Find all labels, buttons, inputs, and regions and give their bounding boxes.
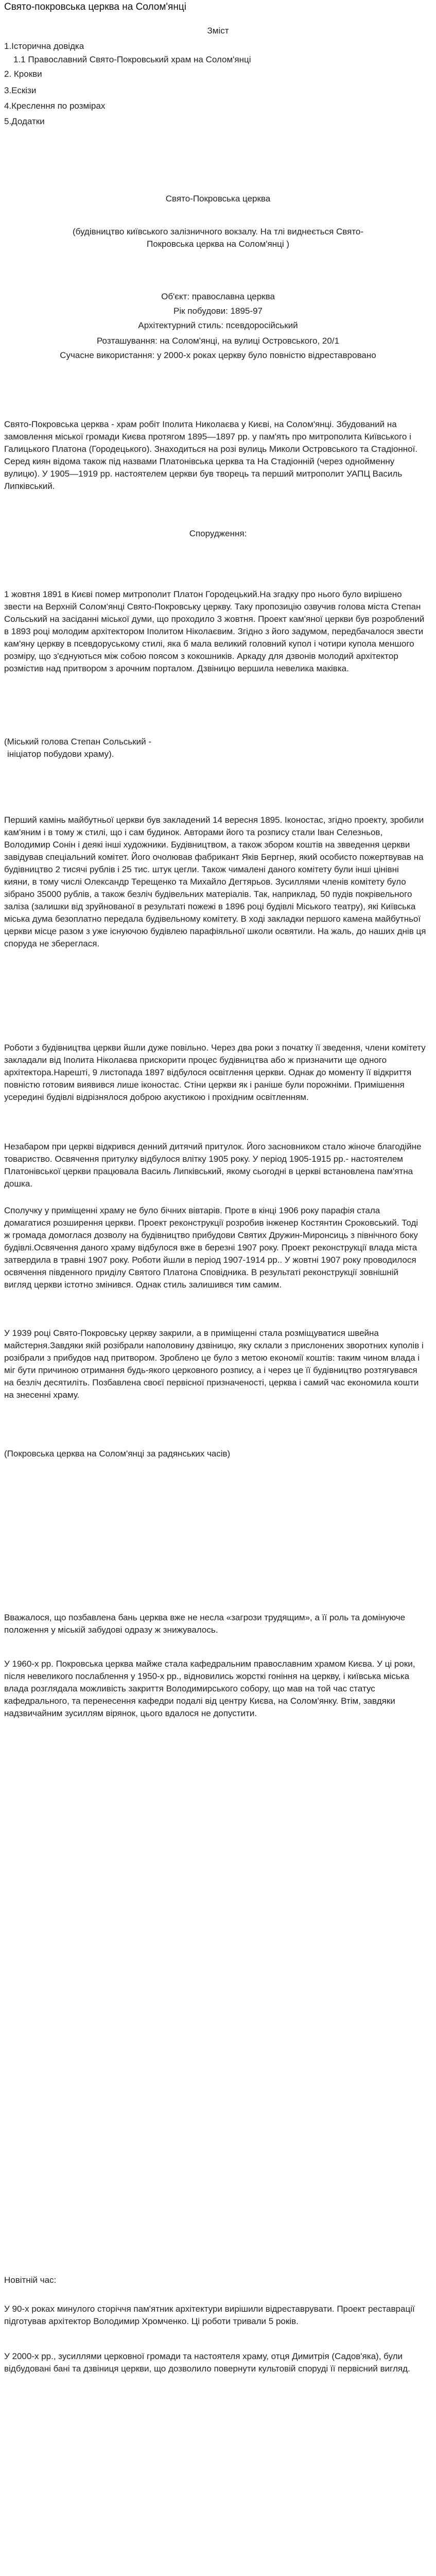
paragraph: Роботи з будівництва церкви йшли дуже повільно. Через два роки з початку її зведення, члени комітету закладали від Іполита Ніколаєва прискорити процес будівництва або ж призначити ще одного архітектора.Нарешті, 9 листопада 1897 відбулося освітлення церкви. Однак до моменту її відкриття повністю готовим виявився лише іконостас. Стіни церкви як і раніше були порожніми. Примішення усередині будівлі відрізнялося доброю акустикою і прохідним освітленням. — [4, 1043, 426, 1102]
location: Розташування: на Солом'янці, на вулиці Островського, 20/1 — [96, 336, 340, 346]
toc-item-5[interactable]: 5.Додатки — [4, 116, 45, 126]
paragraph: Перший камінь майбутньої церкви був закладений 14 вересня 1895. Іконостас, згідно проекту, зробили кам'яним і в тому ж стилі, що і сам будинок. Авторами його та розпису стали Іван Селезньов, Володимир Сонін і деякі інші художники. Будівництвом, а також збором коштів на звведення церкви завідував спеціальний комітет. Його очолював фабрикант Яків Бергнер, який особисто пожертвував на будівництво 2 тисячі рублів і 25 тис. штук цегли. Також чималені даного комітету були інші цінівні кияни, в тому числі Олександр Терещенко та Михайло Дегтярьов. Зусиллями членів комітету було зібрано 35000 рублів, а також безліч будівельних матеріалів. Так, наприклад, 50 пудів покрівельного заліза (залишки від зруйнованої в результаті пожежі в 1896 році будівлі Міського театру), які Київська міська дума безоплатно передала будівельному комітету. В ході закладки першого камена майбутньої церкви місце разом з уже існуючою будівлею парафіяльної школи освятили. На жаль, до наших днів ця споруда не збереглася. — [4, 815, 426, 948]
modern-heading: Новітній час: — [4, 2275, 57, 2285]
mayor-caption-1: (Міський голова Степан Сольський - — [4, 737, 152, 747]
document-title: Свято-покровська церква на Солом'янці — [4, 2, 186, 12]
intro-paragraph: Свято-Покровська церква - храм робіт Іполита Николаєва у Києві, на Солом'янці. Збудований на замовлення міської громади Києва протягом 1895—1897 рр. у пам'ять про митрополита Київського і Галицького Платона (Городецького). Знаходиться на розі вулиць Миколи Островського та Стадіонної. Серед киян відома також під назвами Платонівська церква та На Стадіонній (через однойменну вулицю). У 1905—1919 рр. настоятелем церкви був творець та перший митрополит УАПЦ Василь Липківський. — [4, 419, 418, 491]
paragraph: У 1960-х рр. Покровська церква майже стала кафедральним православним храмом Києва. У ці роки, після невеликого послаблення у 1950-х рр., відновились жорсткі гоніння на церкву, і київська міська влада розглядала можливість закриття Володимирського собору, що мав на той час статус кафедрального, та перенесення кафедри подалі від центру Києва, на Солом'янку. Втім, завдяки надзвичайним зусиллям вірянок, цього вдалося не допустити. — [4, 1659, 415, 1718]
paragraph: Незабаром при церкві відкрився денний дитячий притулок. Його засновником стало жіноче благодійне товариство. Освячення притулку відбулося влітку 1905 року. У період 1905-1915 рр.- настоятелем Платонівської церкви працювала Василь Липківський, якому сьогодні в церкві встановлена пам'ятна дошка. — [4, 1142, 422, 1189]
paragraph: Сполучку у приміщенні храму не було бічних вівтарів. Проте в кінці 1906 року парафія стала домагатися розширення церкви. Проект реконструкції розробив інженер Костянтин Сроковський. Тоді ж громада домоглася дозволу на будівництво прибудови Святих Дружин-Миронсиць з північного боку будівлі.Освячення даного храму відбулося вже в березні 1907 року. Проект реконструкції влада міста затвердила в травні 1907 року. Роботи йшли в період 1907-1914 рр.. У жовтні 1907 року проводилося освячення південного приділу Святого Платона Сповідника. В результаті реконструкції зовнішній вигляд церкви істотно змінився. Однак стиль залишився тим самим. — [4, 1206, 418, 1290]
current-usage: Сучасне використання: у 2000-х роках церкву було повністю відреставровано — [60, 350, 376, 360]
arch-style: Архітектурний стиль: псевдоросійський — [138, 320, 298, 330]
paragraph: У 90-х роках минулого сторіччя пам'ятник архітектури вирішили відреставрувати. Проект реставрації підготував архітектор Володимир Хромченко. Ці роботи тривали 5 років. — [4, 2304, 415, 2326]
caption-line-1: (будівництво київського залізничного вокзалу. На тлі виднеється Свято- — [72, 227, 364, 236]
toc-item-2[interactable]: 2. Крокви — [4, 69, 42, 79]
build-years: Рік побудови: 1895-97 — [173, 306, 263, 316]
toc-item-3[interactable]: 3.Ескізи — [4, 86, 37, 95]
paragraph: 1 жовтня 1891 в Києві помер митрополит Платон Городецький.На згадку про нього було вирішено звести на Верхній Солом'янці Свято-Покровську церкву. Таку пропозицію озвучив голова міста Степан Сольський на засіданні міської думи, що проходило 3 жовтня. Проект кам'яної церкви був розроблений в 1893 році молодим архітектором Іполитом Ніколаєвим. Згідно з його задумом, передбачалося звести кам'яну церкву в псевдоруському стилі, яка б мала великий головний купол і чотири купола меншого розміру, що з'єднуються між собою поясом з кокошників. Аркаду для дзвонів молодий архітектор розмістив над притвором з арочним порталом. Дзвіницю вершила невелика маківка. — [4, 589, 425, 673]
toc-heading: Зміст — [207, 26, 229, 36]
soviet-heading: (Покровська церква на Солом'янці за радянських часів) — [4, 1449, 231, 1459]
church-heading: Свято-Покровська церква — [165, 194, 271, 204]
toc-item-1-1[interactable]: 1.1 Православний Свято-Покровський храм на Солом'янці — [13, 55, 251, 64]
caption-line-2: Покровська церква на Солом'янці ) — [146, 239, 290, 249]
mayor-caption-2: ініціатор побудови храму). — [7, 749, 114, 759]
toc-item-4[interactable]: 4.Креслення по розмірах — [4, 101, 106, 111]
constructions-heading: Спорудження: — [189, 529, 247, 538]
paragraph: У 1939 році Свято-Покровську церкву закрили, а в приміщенні стала розміщуватися швейна майстерня.Завдяки якій розібрали наполовину дзвіницю, яку склали з прислонених зворотних куполів і розібрали з прибудов над притвором. Зроблено це було з метою економії коштів: таким чином влада і міг бути причиною отримання будь-якого церковного розпису, а і через це її будівництво розтягувався на безліч десятиліть. Позбавлена своєї первісної призначеності, церква і самий час економила кошти на знесенні храму. — [4, 1328, 424, 1400]
paragraph: Вважалося, що позбавлена бань церква вже не несла «загрози трудящим», а її роль та домінуюче положення у міській забудові одразу ж знижувалось. — [4, 1613, 406, 1635]
toc-item-1[interactable]: 1.Історична довідка — [4, 41, 84, 51]
paragraph: У 2000-х рр., зусиллями церковної громади та настоятеля храму, отця Димитрія (Садов'яка), були відбудовані бані та дзвіниця церкви, що дозволило повернути культовій споруді її первісний вигляд. — [4, 2351, 410, 2374]
object-type: Об'єкт: православна церква — [161, 292, 275, 301]
